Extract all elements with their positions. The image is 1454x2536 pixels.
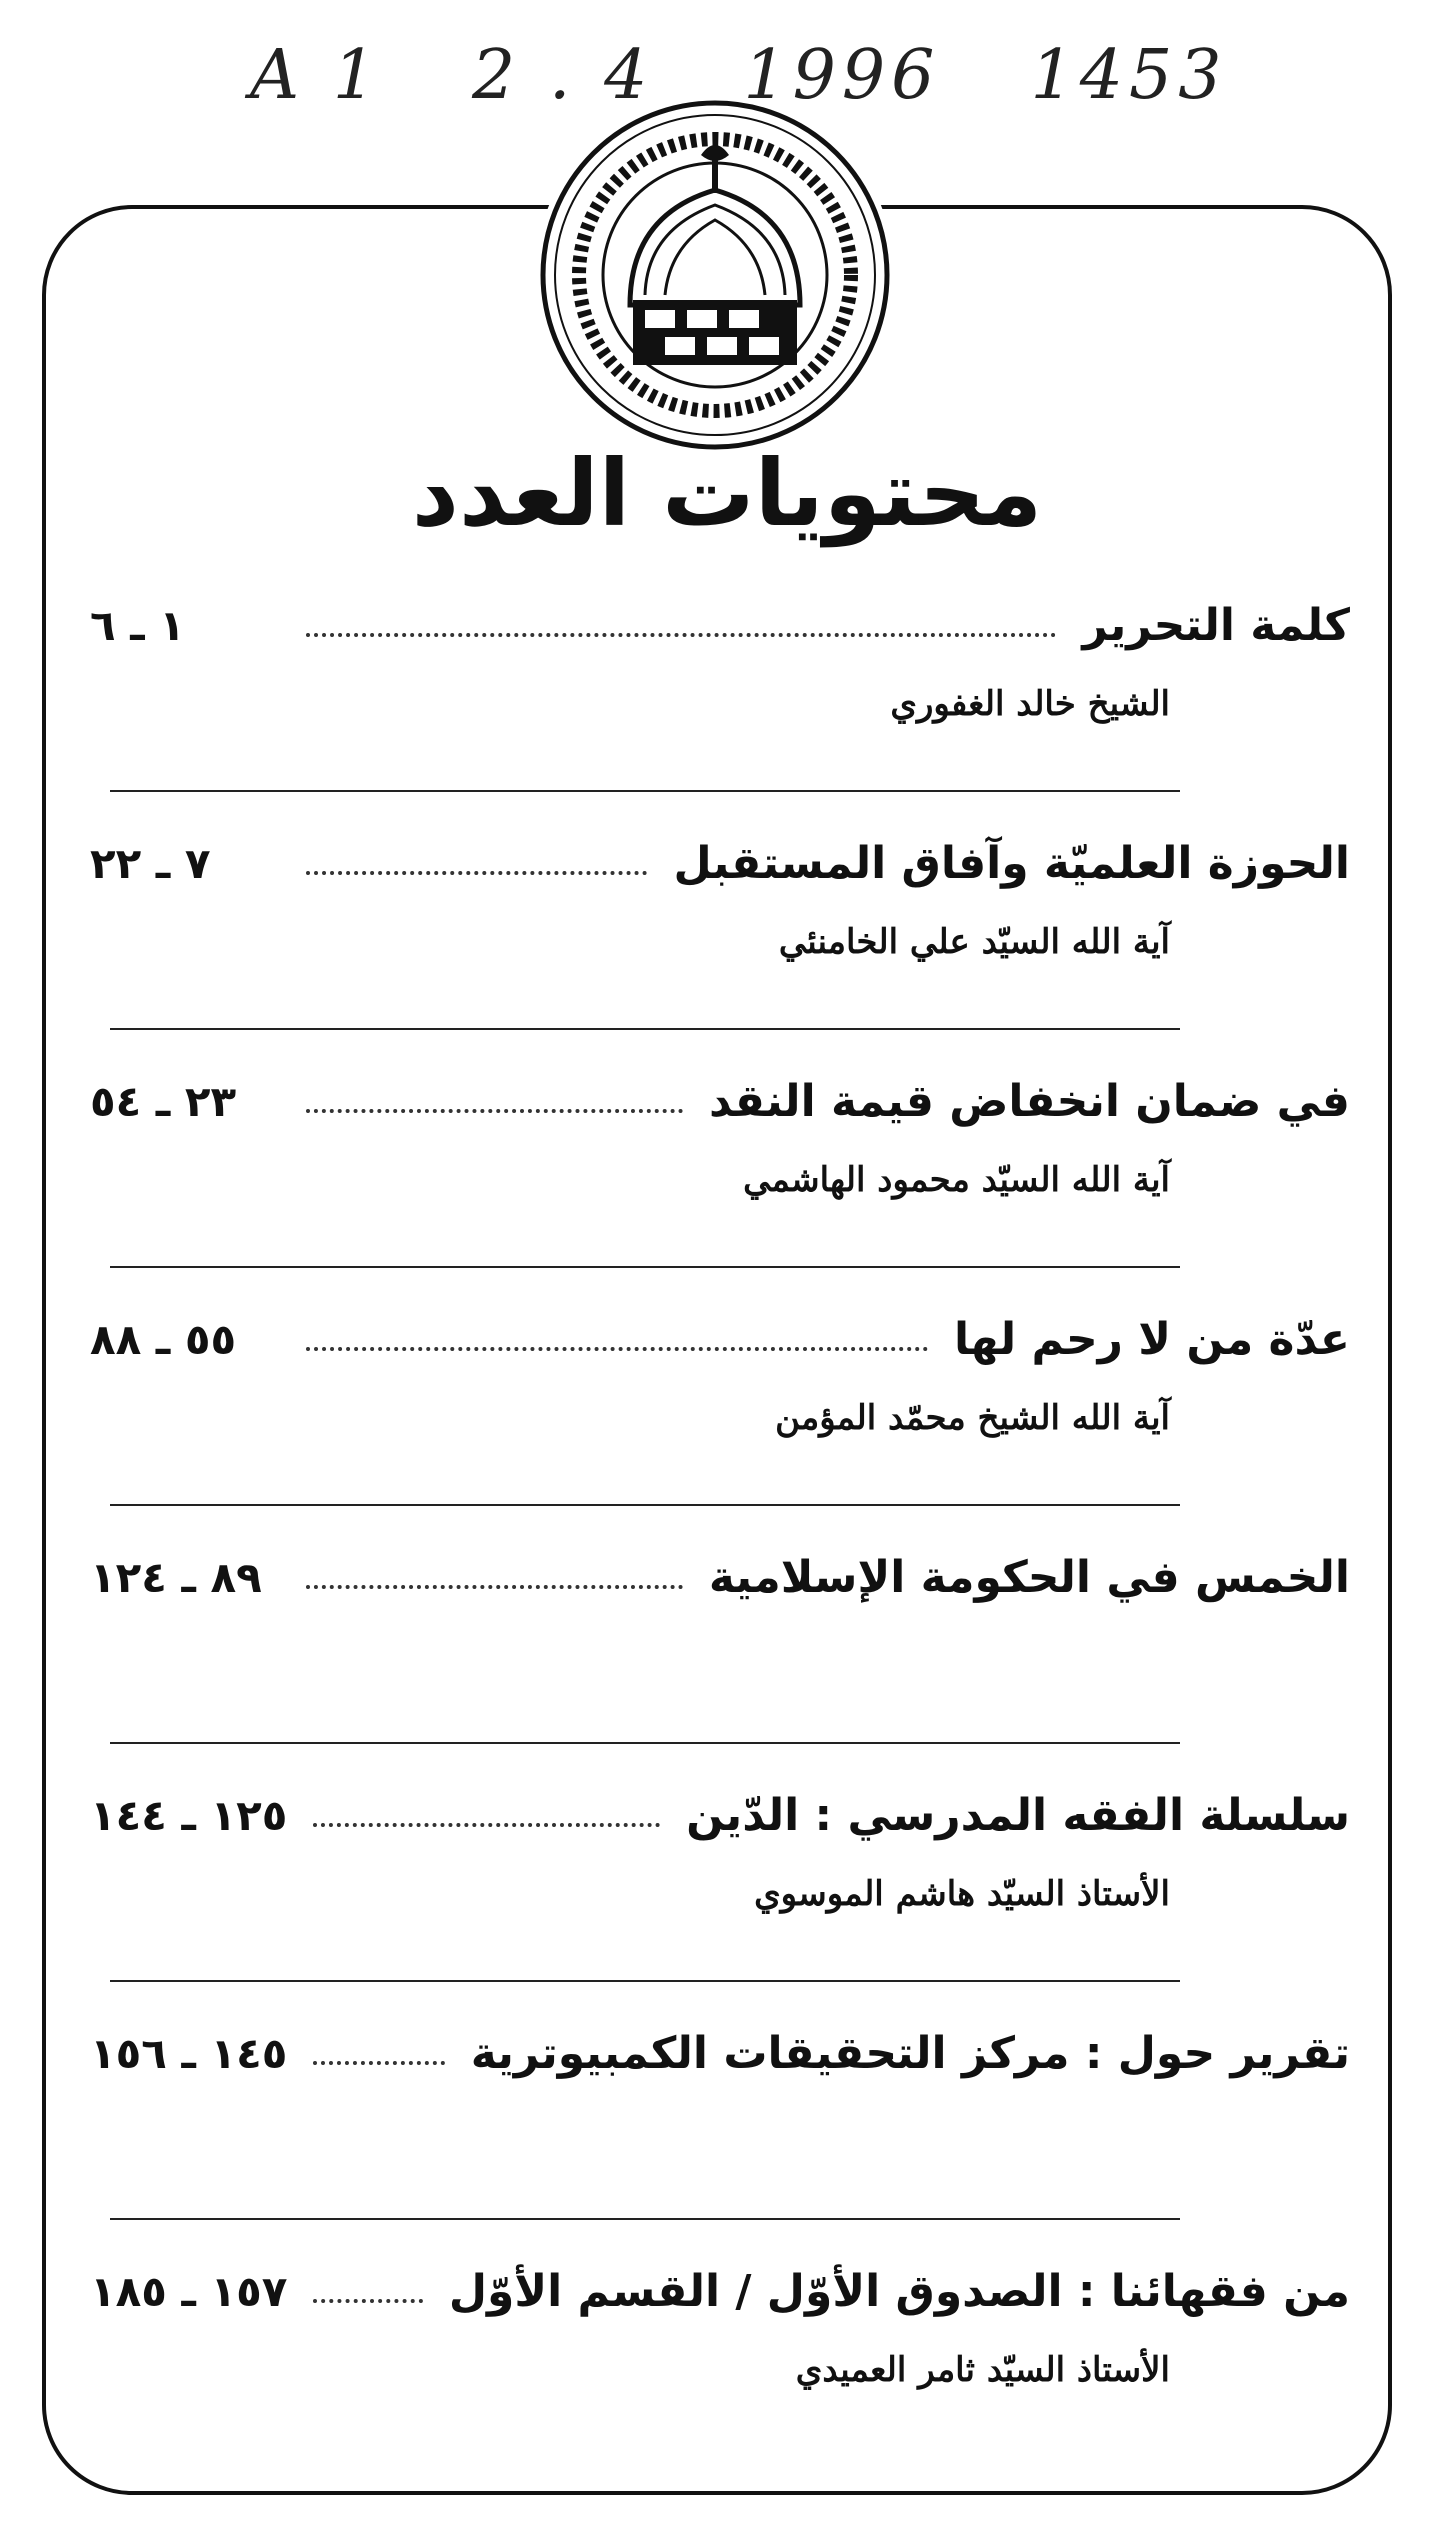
- entry-author: الأستاذ السيّد ثامر العميدي: [795, 2350, 1170, 2390]
- dot-leader: [306, 1109, 683, 1113]
- toc-entry: [90, 1770, 1350, 2010]
- entry-title: الخمس في الحكومة الإسلامية: [708, 1551, 1350, 1603]
- divider: [110, 1980, 1180, 1982]
- dot-leader: [313, 1823, 660, 1827]
- divider: [110, 1742, 1180, 1744]
- entry-title: الحوزة العلميّة وآفاق المستقبل: [673, 837, 1350, 889]
- entry-author: آية الله السيّد علي الخامنئي: [778, 922, 1170, 962]
- entry-title: عدّة من لا رحم لها: [954, 1313, 1350, 1365]
- page-title: محتويات العدد: [411, 440, 1043, 547]
- toc-entry: [90, 2008, 1350, 2248]
- handwritten-part: 1453: [1030, 35, 1228, 115]
- dot-leader: [306, 1585, 683, 1589]
- toc-entry: [90, 818, 1350, 1058]
- entry-author: آية الله السيّد محمود الهاشمي: [743, 1160, 1170, 1200]
- entry-pages: ١٢٥ ـ ١٤٤: [90, 1790, 288, 1840]
- entry-pages: ٢٣ ـ ٥٤: [90, 1076, 237, 1126]
- dot-leader: [306, 871, 647, 875]
- entry-author: الشيخ خالد الغفوري: [890, 684, 1170, 724]
- entry-pages: ١ ـ ٦: [90, 600, 185, 650]
- entry-title: سلسلة الفقه المدرسي : الدّين: [686, 1789, 1350, 1841]
- seal: [535, 95, 895, 455]
- toc-entry: [90, 2246, 1350, 2486]
- entry-author: الأستاذ السيّد هاشم الموسوي: [754, 1874, 1170, 1914]
- dot-leader: [306, 1347, 928, 1351]
- divider: [110, 790, 1180, 792]
- entry-pages: ٨٩ ـ ١٢٤: [90, 1552, 262, 1602]
- dot-leader: [313, 2299, 422, 2303]
- entry-pages: ١٥٧ ـ ١٨٥: [90, 2266, 288, 2316]
- handwritten-part: 1996: [743, 35, 941, 115]
- toc-entry: [90, 580, 1350, 820]
- toc-entry: [90, 1056, 1350, 1296]
- entry-author: آية الله الشيخ محمّد المؤمن: [775, 1398, 1170, 1438]
- entry-pages: ٧ ـ ٢٢: [90, 838, 211, 888]
- entry-title: كلمة التحرير: [1082, 599, 1350, 651]
- entry-pages: ١٤٥ ـ ١٥٦: [90, 2028, 288, 2078]
- divider: [110, 2218, 1180, 2220]
- entry-title: تقرير حول : مركز التحقيقات الكمبيوترية: [470, 2027, 1350, 2079]
- entry-title: في ضمان انخفاض قيمة النقد: [709, 1075, 1350, 1127]
- entry-pages: ٥٥ ـ ٨٨: [90, 1314, 237, 1364]
- divider: [110, 1266, 1180, 1268]
- dot-leader: [313, 2061, 444, 2065]
- seal-emblem-icon: [535, 95, 895, 455]
- toc-entry: [90, 1532, 1350, 1772]
- dot-leader: [306, 633, 1056, 637]
- entry-title: من فقهائنا : الصدوق الأوّل / القسم الأوّل: [448, 2265, 1350, 2317]
- handwritten-part: 2 . 4: [472, 35, 654, 115]
- handwritten-part: A 1: [250, 35, 382, 115]
- divider: [110, 1028, 1180, 1030]
- divider: [110, 1504, 1180, 1506]
- toc-entry: [90, 1294, 1350, 1534]
